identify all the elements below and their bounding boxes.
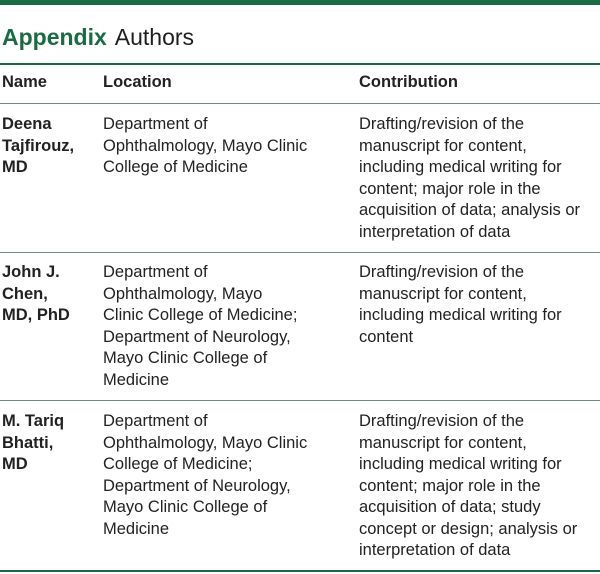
- row-1-location: Department of Ophthalmology, Mayo Clinic College of Medicine: [103, 115, 308, 176]
- row-2-location: Department of Ophthalmology, Mayo Clinic College of Medicine; Department of Neurology, Mayo Clinic College of Medicine: [103, 263, 298, 389]
- top-accent-bar: [0, 0, 600, 5]
- row-3-name: M. Tariq Bhatti, MD: [2, 412, 65, 473]
- row-1-contribution: Drafting/revision of the manuscript for content, including medical writing for content; major role in the acquisition of data; analysis or interpretation of data: [359, 115, 581, 241]
- column-header-location: Location: [103, 73, 172, 91]
- row-2-contribution: Drafting/revision of the manuscript for content, including medical writing for content: [359, 263, 562, 346]
- title-rest: Authors: [114, 24, 195, 50]
- table-bottom-rule: [0, 570, 600, 572]
- table-top-rule: [0, 63, 600, 65]
- row-2-name: John J. Chen, MD, PhD: [2, 263, 70, 324]
- row-3-location: Department of Ophthalmology, Mayo Clinic College of Medicine; Department of Neurology, Mayo Clinic College of Medicine: [103, 412, 308, 538]
- row-divider: [0, 252, 600, 253]
- title-bold: Appendix: [2, 24, 107, 50]
- row-3-contribution: Drafting/revision of the manuscript for content, including medical writing for content; major role in the acquisition of data; study concept or design; analysis or interpretation of data: [359, 412, 578, 559]
- row-divider: [0, 400, 600, 401]
- row-1-name: Deena Tajfirouz, MD: [2, 115, 75, 176]
- header-divider: [0, 103, 600, 104]
- page-title: [2, 20, 194, 54]
- column-header-contribution: Contribution: [359, 73, 458, 91]
- column-header-name: Name: [2, 73, 47, 91]
